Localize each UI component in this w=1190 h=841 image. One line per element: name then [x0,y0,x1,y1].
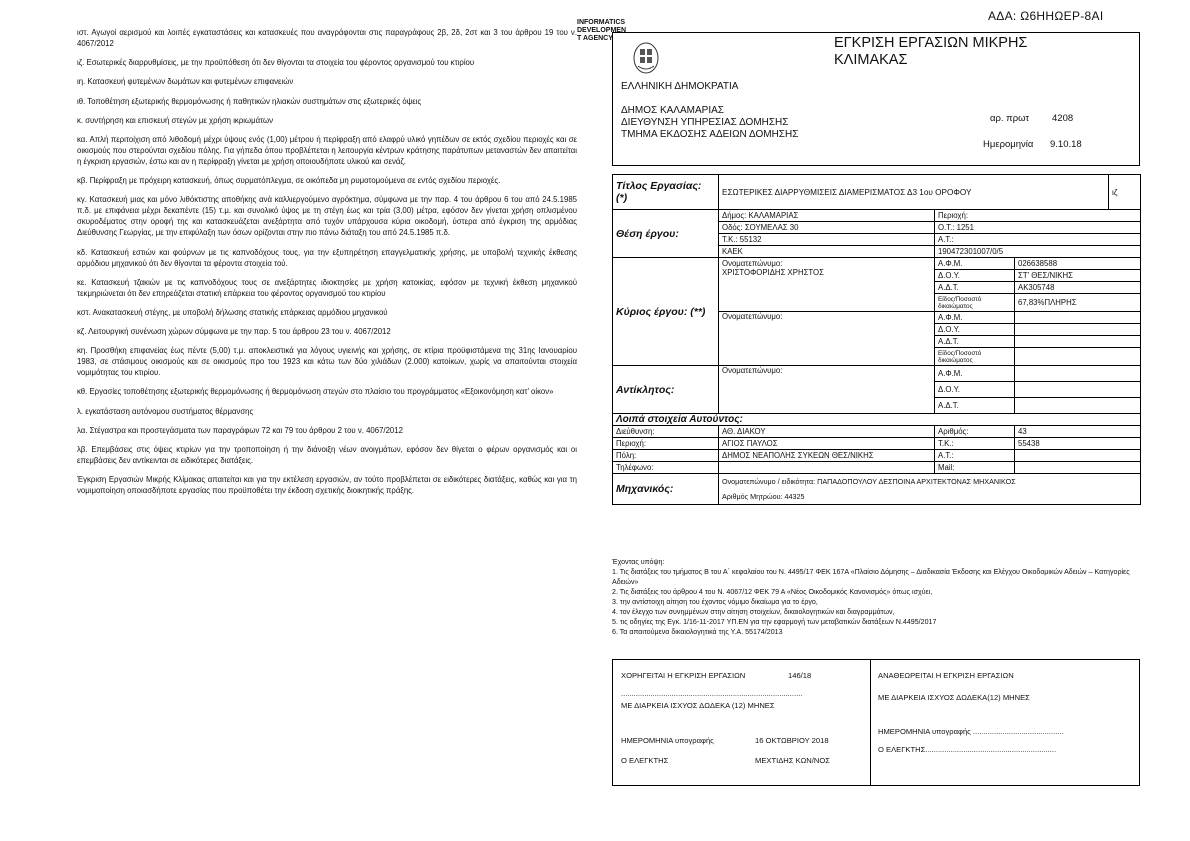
city-value: ΔΗΜΟΣ ΝΕΑΠΟΛΗΣ ΣΥΚΕΩΝ ΘΕΣ/ΝΙΚΗΣ [719,450,935,462]
protocol-label: αρ. πρωτ [990,113,1030,124]
grant-label: ΧΟΡΗΓΕΙΤΑΙ Η ΕΓΚΡΙΣΗ ΕΡΓΑΣΙΩΝ [621,671,746,680]
engineer-name: Ονοματεπώνυμο / ειδικότητα: ΠΑΠΑΔΟΠΟΥΛΟΥ ΔΕΣΠΟΙΝΑ ΑΡΧΙΤΕΚΤΟΝΑΣ ΜΗΧΑΝΙΚΟΣ [722,477,1016,486]
renew-duration: ΜΕ ΔΙΑΡΚΕΙΑ ΙΣΧΥΟΣ ΔΩΔΕΚΑ(12) ΜΗΝΕΣ [878,693,1030,702]
mail-label: Mail: [935,462,1015,474]
greek-emblem-icon [632,40,660,74]
location-street: Οδός: ΣΟΥΜΕΛΑΣ 30 [719,222,935,234]
engineer-registry: Αριθμός Μητρώου: 44325 [722,492,805,501]
engineer-label: Μηχανικός: [613,474,719,505]
ada-code: ΑΔΑ: Ω6ΗΗΩΕΡ-8ΑΙ [988,9,1104,23]
date-value: 9.10.18 [1050,139,1082,150]
addr-num-label: Αριθμός: [935,426,1015,438]
list-item: λ. εγκατάσταση αυτόνομου συστήματος θέρμανσης [77,406,254,416]
phone-label: Τηλέφωνο: [613,462,719,474]
country-name: ΕΛΛΗΝΙΚΗ ΔΗΜΟΚΡΑΤΙΑ [621,81,739,92]
municipality: ΔΗΜΟΣ ΚΑΛΑΜΑΡΙΑΣ [621,105,724,116]
owner-afm: 026638588 [1015,258,1141,270]
note-line: 6. Τα απαιτούμενα δικαιολογητικά της Υ.Α. 55174/2013 [612,628,783,636]
list-item: κθ. Εργασίες τοποθέτησης εξωτερικής θερμομόνωσης ή θερμομόνωση στεγών στο πλαίσιο του προγράμματος «Εξοικονόμηση κατ’ οίκον» [77,387,554,397]
list-item: ιστ. Αγωγοί αερισμού και λοιπές εγκαταστάσεις και κατασκευές που αναγράφονται στις παραγράφους 2β, 2δ, 2στ και 3 του άρθρου 19 του ν. 4067/2012 [77,28,577,48]
addr-num: 43 [1015,426,1141,438]
work-details-table [612,174,1141,505]
directorate: ΔΙΕΥΘΥΝΣΗ ΥΠΗΡΕΣΙΑΣ ΔΟΜΗΣΗΣ [621,117,789,128]
list-item: λα. Στέγαστρα και προστεγάσματα των παραγράφων 72 και 79 του άρθρου 2 του ν. 4067/2012 [77,425,403,435]
addr-label: Διεύθυνση: [613,426,719,438]
note-line: Έχοντας υπόψη: [612,558,665,566]
owner2-rights [1015,348,1141,366]
applicant-info-heading: Λοιπά στοιχεία Αυτούντος: [613,414,1141,426]
owner-name: ΧΡΙΣΤΟΦΟΡΙΔΗΣ ΧΡΗΣΤΟΣ [722,268,824,277]
area-label: Περιοχή: [613,438,719,450]
owner2-afm [1015,312,1141,324]
phone-value [719,462,935,474]
owner2-adt [1015,336,1141,348]
note-line: 3. την αντίστοιχη αίτηση του έχοντος νόμιμο δικαίωμα για το έργο, [612,598,818,606]
list-item: ιη. Κατασκευή φυτεμένων δωμάτων και φυτεμένων επιφανειών [77,77,294,87]
sign-date-label: ΗΜΕΡΟΜΗΝΙΑ υπογραφής [621,736,714,745]
owner2-name-label: Ονοματεπώνυμο: [719,312,935,366]
list-item: κη. Προσθήκη επιφανείας έως πέντε (5,00) τ.μ. αποκλειστικά για λόγους υγιεινής και χρήσης, σε κτίρια προϋφιστάμενα της 31ης Ιανουαρίου 1983, σε στάσιμους οικισμούς και σε οικισμούς προ του 1923 και κάτω των δύο χιλιάδων (2.000) κατοίκων, χωρίς να απαιτούνται στοιχεία νομιμότητας του κτιρίου. [77,346,577,378]
inspector-label: Ο ΕΛΕΓΚΤΗΣ [621,756,669,765]
left-article-list [77,27,577,504]
list-item: κβ. Περίφραξη με πρόχειρη κατασκευή, όπως συρματόπλεγμα, σε οικόπεδα μη ρυμοτομούμενα σε εντός σχεδίου περιοχές. [77,176,501,186]
owner-doy-label: Δ.Ο.Υ. [935,270,1015,282]
note-line: 4. τον έλεγχο των συνημμένων στην αίτηση στοιχείων, δικαιολογητικών και διαγραμμάτων, [612,608,895,616]
legal-notes [612,557,1138,637]
list-item: Έγκριση Εργασιών Μικρής Κλίμακας απαιτείται και για την εκτέλεση εργασιών, αν τούτο προβλέπεται σε ειδικότερες διατάξεις, καθώς και για τη νομιμοποίηση οποιασδήποτε εργασίας που προϋποθέτει την έκδοση σχετικής διοικητικής πράξης. [77,475,577,496]
owner-doy: ΣΤ' ΘΕΣ/ΝΙΚΗΣ [1015,270,1141,282]
note-line: 1. Τις διατάξεις του τμήματος Β του Α΄ κεφαλαίου του Ν. 4495/17 ΦΕΚ 167Α «Πλαίσιο Δόμησης – Διαδικασία Έκδοσης και Ελέγχου Οικοδομικών Αδειών – Κατηγορίες Αδειών» [612,568,1130,586]
approval-divider [870,659,871,786]
sign-date-value: 16 ΟΚΤΩΒΡΙΟΥ 2018 [755,736,829,745]
engineer-cell [719,474,1141,505]
note-line: 2. Τις διατάξεις του άρθρου 4 του Ν. 4067/12 ΦΕΚ 79 Α «Νέος Οικοδομικός Κανονισμός» όπως ισχύει, [612,588,933,596]
at2-label: Α.Τ.: [935,450,1015,462]
owner-afm-label: Α.Φ.Μ. [935,258,1015,270]
tk2-label: Τ.Κ.: [935,438,1015,450]
location-area: Περιοχή: [935,210,1141,222]
stamp-line: INFORMATICS [577,19,626,26]
rep-doy-label: Δ.Ο.Υ. [935,382,1015,398]
at2-value [1015,450,1141,462]
rep-name-label: Ονοματεπώνυμο: [719,366,935,414]
stamp-line: DEVELOPMEN [577,27,627,34]
department-block [621,105,798,141]
owner-rights: 67,83%ΠΛΗΡΗΣ [1015,294,1141,312]
list-item: κε. Κατασκευή τζακιών με τις καπνοδόχους τους σε ανεξάρτητες ιδιοκτησίες με χρήση κατοικίας, εφόσον με τεχνική έκθεση μηχανικού τεκμηριώνεται ότι δεν επηρεάζεται στατική επάρκεια του φέροντος οργανισμού του κτιρίου [77,277,577,298]
owner-name-label: Ονοματεπώνυμο: [722,259,783,268]
grant-duration: ΜΕ ΔΙΑΡΚΕΙΑ ΙΣΧΥΟΣ ΔΩΔΕΚΑ (12) ΜΗΝΕΣ [621,701,775,710]
owner-adt-label: Α.Δ.Τ. [935,282,1015,294]
location-postcode: Τ.Κ.: 55132 [719,234,935,246]
owner-rights-label: Είδος/Ποσοστό δικαιώματος [935,294,1015,312]
protocol-number: 4208 [1052,113,1074,124]
list-item: κα. Απλή περιτοίχιση από λιθοδομή μέχρι ύψους ενός (1,00) μέτρου ή περίφραξη από ελαφρύ υλικό γηπέδων σε εκτός σχεδίου περιοχές και σε οικισμούς που στερούνται σχεδίου πόλης. Για γήπεδα όπου προβλέπεται η λειτουργία κέντρων κράτησης παράτυπων μεταναστών δεν απαιτείται η έγκριση εργασιών, έστω και αν η περίφραξη γίνεται με χρήση οποιουδήποτε υλικού και σενάζ. [77,134,577,166]
location-at: Α.Τ.: [935,234,1141,246]
document-title: ΕΓΚΡΙΣΗ ΕΡΓΑΣΙΩΝ ΜΙΚΡΗΣ ΚΛΙΜΑΚΑΣ [834,35,1028,68]
renew-inspector: Ο ΕΛΕΓΚΤΗΣ.............................................................. [878,745,1057,754]
rep-afm-label: Α.Φ.Μ. [935,366,1015,382]
rep-doy [1015,382,1141,398]
list-item: κδ. Κατασκευή εστιών και φούρνων με τις καπνοδόχους τους, για την εξυπηρέτηση επαγγελματικής χρήσης, με υποβολή τεχνικής έκθεσης αρμόδιου μηχανικού ότι δεν θίγονται τα φέροντα στοιχεία τού. [77,247,577,268]
work-title-value: ΕΣΩΤΕΡΙΚΕΣ ΔΙΑΡΡΥΘΜΙΣΕΙΣ ΔΙΑΜΕΡΙΣΜΑΤΟΣ Δ3 1ου ΟΡΟΦΟΥ [719,175,1109,210]
date-label: Ημερομηνία [983,139,1034,150]
owner2-rights-label: Είδος/Ποσοστό δικαιώματος [935,348,1015,366]
rep-adt [1015,398,1141,414]
owner-adt: ΑΚ305748 [1015,282,1141,294]
owner-label: Κύριος έργου: (**) [613,258,719,366]
mail-value [1015,462,1141,474]
list-item: κστ. Ανακατασκευή στέγης, με υποβολή δήλωσης στατικής επάρκειας αρμόδιου μηχανικού [77,307,388,317]
renew-date: ΗΜΕΡΟΜΗΝΙΑ υπογραφής ........................................... [878,727,1064,736]
city-label: Πόλη: [613,450,719,462]
tk2-value: 55438 [1015,438,1141,450]
rep-afm [1015,366,1141,382]
kaek-value: 190472301007/0/5 [935,246,1141,258]
grant-dots: ...................................................................................... [621,689,803,698]
owner2-afm-label: Α.Φ.Μ. [935,312,1015,324]
list-item: λβ. Επεμβάσεις στις όψεις κτιρίων για την τροποποίηση ή την διάνοιξη νέων ανοιγμάτων, εφόσον δεν θίγεται ο φέρων οργανισμός και οι επεμβάσεις δεν αντίκεινται σε ειδικότερες διατάξεις. [77,445,577,465]
renew-label: ΑΝΑΘΕΩΡΕΙΤΑΙ Η ΕΓΚΡΙΣΗ ΕΡΓΑΣΙΩΝ [878,671,1014,680]
location-block: Ο.Τ.: 1251 [935,222,1141,234]
rep-adt-label: Α.Δ.Τ. [935,398,1015,414]
owner-name-cell [719,258,935,312]
location-municipality: Δήμος: ΚΑΛΑΜΑΡΙΑΣ [719,210,935,222]
area-value: ΑΓΙΟΣ ΠΑΥΛΟΣ [719,438,935,450]
list-item: ιζ. Εσωτερικές διαρρυθμίσεις, με την προϋπόθεση ότι δεν θίγονται τα στοιχεία του φέροντος οργανισμού του κτιρίου [77,58,475,68]
representative-label: Αντίκλητος: [613,366,719,414]
list-item: κγ. Κατασκευή μιας και μόνο λιθόκτιστης αποθήκης ανά καλλιεργούμενο αγρόκτημα, σύμφωνα με την παρ. 4 του άρθρου 6 του από 24.5.1985 π.δ. με επιφάνεια μέχρι δεκαπέντε (15) τ.μ. και συνολικό ύψος με τη στέγη έως και τρία (3,00) μέτρα, εφόσον δεν γίνεται χρήση οπλισμένου σκυροδέματος στην οροφή της και κατασκευάζεται ανεξάρτητα από τυχόν υπάρχουσα κύρια οικοδομή, ύστερα από έγκριση της αρμόδιας Διεύθυνσης Γεωργίας, με την επιφύλαξη των όσων ορίζονται στην πιο πάνω διάταξη του από 24.5.1985 π.δ. [77,195,577,238]
work-title-code: ιζ [1109,175,1141,210]
grant-number: 146/18 [788,671,812,680]
location-label: Θέση έργου: [613,210,719,258]
list-item: ιθ. Τοποθέτηση εξωτερικής θερμομόνωσης ή παθητικών ηλιακών συστημάτων στις εξωτερικές όψεις [77,96,422,106]
list-item: κζ. Λειτουργική συνένωση χώρων σύμφωνα με την παρ. 5 του άρθρου 23 του ν. 4067/2012 [77,327,391,337]
owner2-doy [1015,324,1141,336]
addr-value: ΑΘ. ΔΙΑΚΟΥ [719,426,935,438]
owner2-doy-label: Δ.Ο.Υ. [935,324,1015,336]
note-line: 5. τις οδηγίες της Εγκ. 1/16-11-2017 ΥΠ.ΕΝ για την εφαρμογή των μεταβατικών διατάξεων Ν.4495/2017 [612,618,937,626]
work-title-label: Τίτλος Εργασίας: (*) [613,175,719,210]
department: ΤΜΗΜΑ ΕΚΔΟΣΗΣ ΑΔΕΙΩΝ ΔΟΜΗΣΗΣ [621,129,799,140]
kaek-label: ΚΑΕΚ [719,246,935,258]
stamp-line: T AGENCY [577,35,613,42]
inspector-name: ΜΕΧΤΙΔΗΣ ΚΩΝ/ΝΟΣ [755,756,830,765]
list-item: κ. συντήρηση και επισκευή στεγών με χρήση ικριωμάτων [77,115,274,125]
owner2-adt-label: Α.Δ.Τ. [935,336,1015,348]
